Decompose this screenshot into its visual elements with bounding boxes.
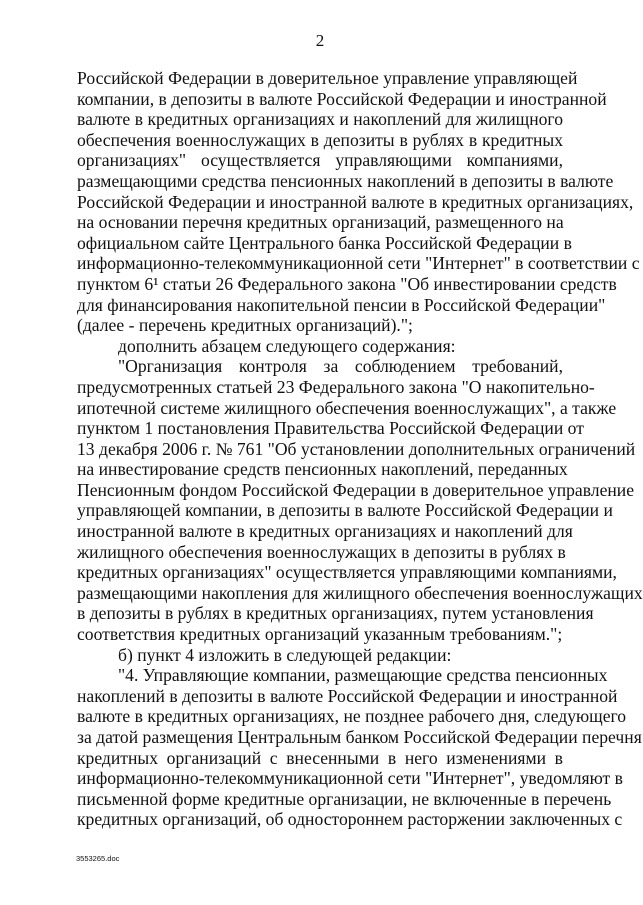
text-line: в депозиты в рублях в кредитных организациях, путем установления [77,603,594,624]
text-line: на инвестирование средств пенсионных накоплений, переданных [77,459,568,480]
text-line: управляющей компании, в депозиты в валюте Российской Федерации и [77,500,613,521]
text-line: "Организация контроля за соблюдением требований, [118,356,563,377]
document-filename-footer: 3553265.doc [76,854,120,863]
text-line: жилищного обеспечения военнослужащих в депозиты в рублях в [77,541,566,562]
text-line: 13 декабря 2006 г. № 761 "Об установлении дополнительных ограничений [77,438,636,459]
text-line: информационно-телекоммуникационной сети "Интернет", уведомляют в [77,768,623,789]
text-line: кредитных организаций, об одностороннем расторжении заключенных с [77,809,623,830]
text-line: компании, в депозиты в валюте Российской Федерации и иностранной [77,88,607,109]
page-number: 2 [315,31,325,50]
text-line: ипотечной системе жилищного обеспечения военнослужащих", а также [77,397,617,418]
text-line: Пенсионным фондом Российской Федерации в доверительное управление [77,479,635,500]
text-line: письменной форме кредитные организации, не включенные в перечень [77,788,612,809]
text-line: размещающими накопления для жилищного обеспечения военнослужащих [77,582,643,603]
text-line: организациях" осуществляется управляющими компаниями, [77,150,563,171]
text-line: официальном сайте Центрального банка Российской Федерации в [77,232,572,253]
text-line: на основании перечня кредитных организаций, размещенного на [77,212,564,233]
text-line: дополнить абзацем следующего содержания: [118,335,456,356]
text-line: для финансирования накопительной пенсии в Российской Федерации" [77,294,606,315]
text-line: размещающими средства пенсионных накоплений в депозиты в валюте [77,170,614,191]
text-line: соответствия кредитных организаций указанным требованиям."; [77,624,563,645]
text-line: валюте в кредитных организациях и накоплений для жилищного [77,109,563,130]
text-line: (далее - перечень кредитных организаций)."; [77,315,413,336]
document-body [77,68,643,830]
text-line: накоплений в депозиты в валюте Российской Федерации и иностранной [77,685,618,706]
text-line: Российской Федерации и иностранной валюте в кредитных организациях, [77,191,634,212]
text-line: информационно-телекоммуникационной сети "Интернет" в соответствии с [77,253,640,274]
text-line: кредитных организациях" осуществляется управляющими компаниями, [77,562,617,583]
text-line: пунктом 1 постановления Правительства Российской Федерации от [77,418,584,439]
text-line: предусмотренных статьей 23 Федерального закона "О накопительно- [77,376,595,397]
text-line: за датой размещения Центральным банком Российской Федерации перечня [77,727,642,747]
text-line: пунктом 6¹ статьи 26 Федерального закона "Об инвестировании средств [77,273,617,294]
text-line: кредитных организаций с внесенными в него изменениями в [77,747,563,768]
text-line: "4. Управляющие компании, размещающие средства пенсионных [118,665,608,686]
text-line: б) пункт 4 изложить в следующей редакции: [118,644,452,665]
text-line: обеспечения военнослужащих в депозиты в рублях в кредитных [77,129,563,150]
text-line: Российской Федерации в доверительное управление управляющей [77,68,578,88]
text-line: валюте в кредитных организациях, не позднее рабочего дня, следующего [77,706,627,727]
text-line: иностранной валюте в кредитных организациях и накоплений для [77,521,573,542]
